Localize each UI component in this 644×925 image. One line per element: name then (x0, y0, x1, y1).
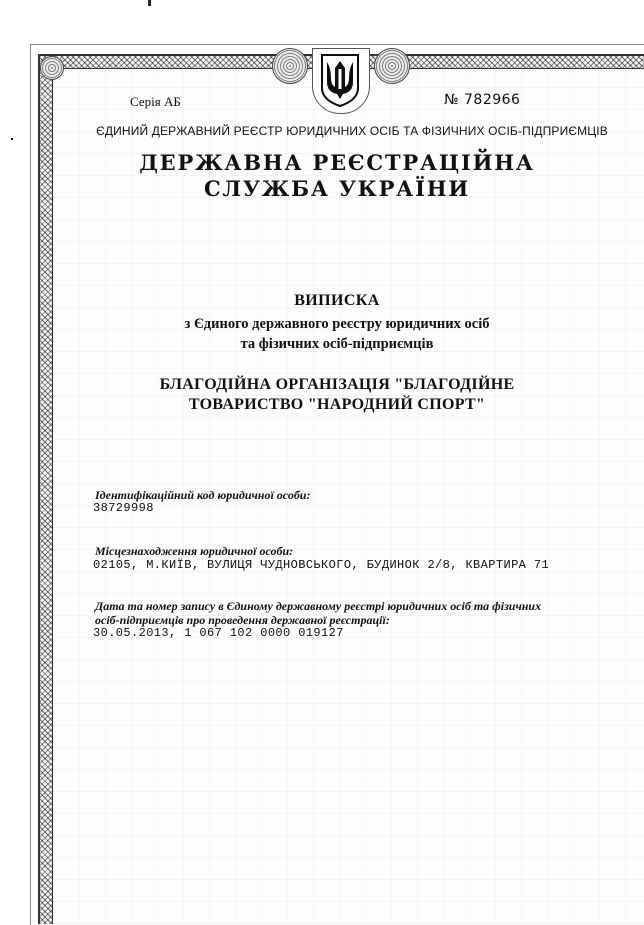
agency-title-line-2: СЛУЖБА УКРАЇНИ (204, 176, 470, 201)
trident-emblem-icon (319, 52, 361, 108)
location-label: Місцезнаходження юридичної особи: (95, 544, 294, 558)
registration-record-label-line-2: осіб-підприємців про проведення державної реєстрації: (95, 613, 390, 627)
rosette-top-center-left (272, 48, 308, 84)
identification-code-value: 38729998 (93, 501, 154, 515)
registry-name: ЄДИНИЙ ДЕРЖАВНИЙ РЕЄСТР ЮРИДИЧНИХ ОСІБ ТА ФІЗИЧНИХ ОСІБ-ПІДПРИЄМЦІВ (96, 124, 608, 138)
rosette-top-center-right (374, 48, 410, 84)
corner-rosette-top-left (40, 56, 64, 80)
extract-subtitle-line-1: з Єдиного державного реєстру юридичних осіб (184, 316, 490, 332)
scan-artifact-dot (11, 138, 13, 140)
registration-record-value: 30.05.2013, 1 067 102 0000 019127 (93, 626, 344, 640)
extract-title: ВИПИСКА (294, 292, 380, 309)
registration-record-label-line-1: Дата та номер запису в Єдиному державному реєстрі юридичних осіб та фізичних (95, 599, 542, 613)
organization-name-line-1: БЛАГОДІЙНА ОРГАНІЗАЦІЯ "БЛАГОДІЙНЕ (159, 376, 515, 393)
identification-code-label: Ідентифікаційний код юридичної особи: (95, 488, 311, 502)
location-value: 02105, М.КИЇВ, ВУЛИЦЯ ЧУДНОВСЬКОГО, БУДИНОК 2/8, КВАРТИРА 71 (93, 558, 550, 572)
scan-artifact-dash (148, 0, 151, 6)
form-number: № 782966 (444, 92, 521, 108)
agency-title-line-1: ДЕРЖАВНА РЕЄСТРАЦІЙНА (139, 150, 535, 175)
series-label: Серія АБ (130, 94, 181, 109)
extract-subtitle-line-2: та фізичних осіб-підприємців (240, 336, 434, 352)
organization-name-line-2: ТОВАРИСТВО "НАРОДНИЙ СПОРТ" (188, 396, 486, 413)
